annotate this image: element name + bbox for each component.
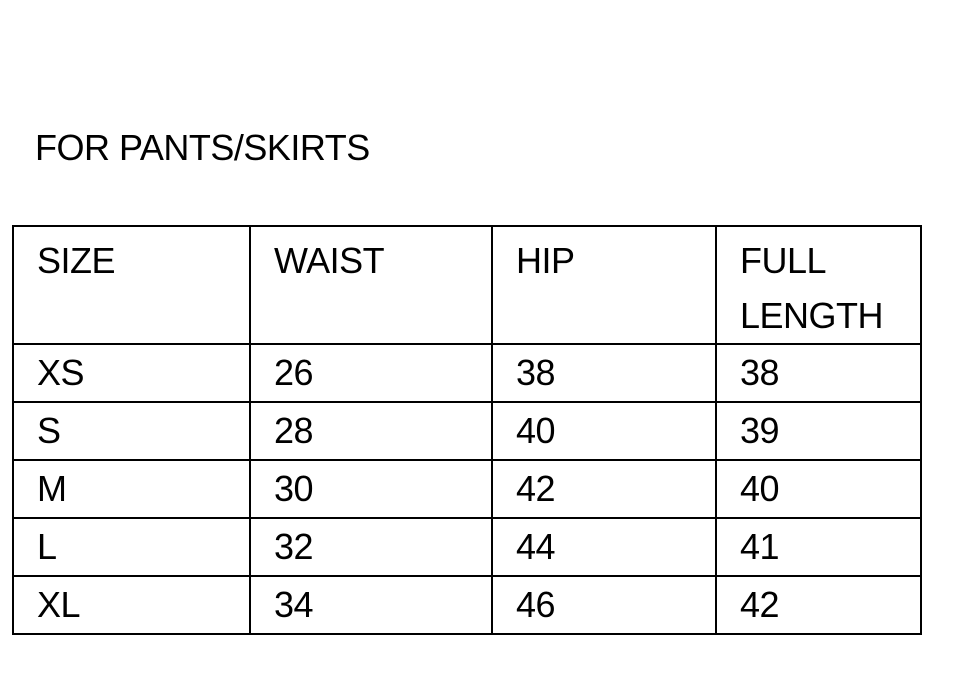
size-cell: L (13, 518, 250, 576)
table-row (13, 576, 921, 634)
size-cell: S (13, 402, 250, 460)
waist-cell: 32 (250, 518, 492, 576)
column-header-hip: HIP (492, 226, 716, 344)
column-header-size: SIZE (13, 226, 250, 344)
hip-cell: 44 (492, 518, 716, 576)
hip-cell: 40 (492, 402, 716, 460)
table-row (13, 460, 921, 518)
table-row (13, 518, 921, 576)
full-length-cell: 40 (716, 460, 921, 518)
size-cell: M (13, 460, 250, 518)
table-row (13, 402, 921, 460)
page-title: FOR PANTS/SKIRTS (35, 127, 370, 168)
full-length-cell: 39 (716, 402, 921, 460)
full-length-cell: 38 (716, 344, 921, 402)
hip-cell: 46 (492, 576, 716, 634)
column-header-waist: WAISТ (250, 226, 492, 344)
table-row (13, 344, 921, 402)
size-cell: XS (13, 344, 250, 402)
waist-cell: 28 (250, 402, 492, 460)
waist-cell: 34 (250, 576, 492, 634)
waist-cell: 26 (250, 344, 492, 402)
hip-cell: 42 (492, 460, 716, 518)
table-header-row (13, 226, 921, 344)
hip-cell: 38 (492, 344, 716, 402)
waist-cell: 30 (250, 460, 492, 518)
size-cell: XL (13, 576, 250, 634)
size-chart-table (12, 225, 922, 635)
column-header-full-length: FULL LENGTH (716, 226, 921, 344)
full-length-cell: 42 (716, 576, 921, 634)
full-length-cell: 41 (716, 518, 921, 576)
